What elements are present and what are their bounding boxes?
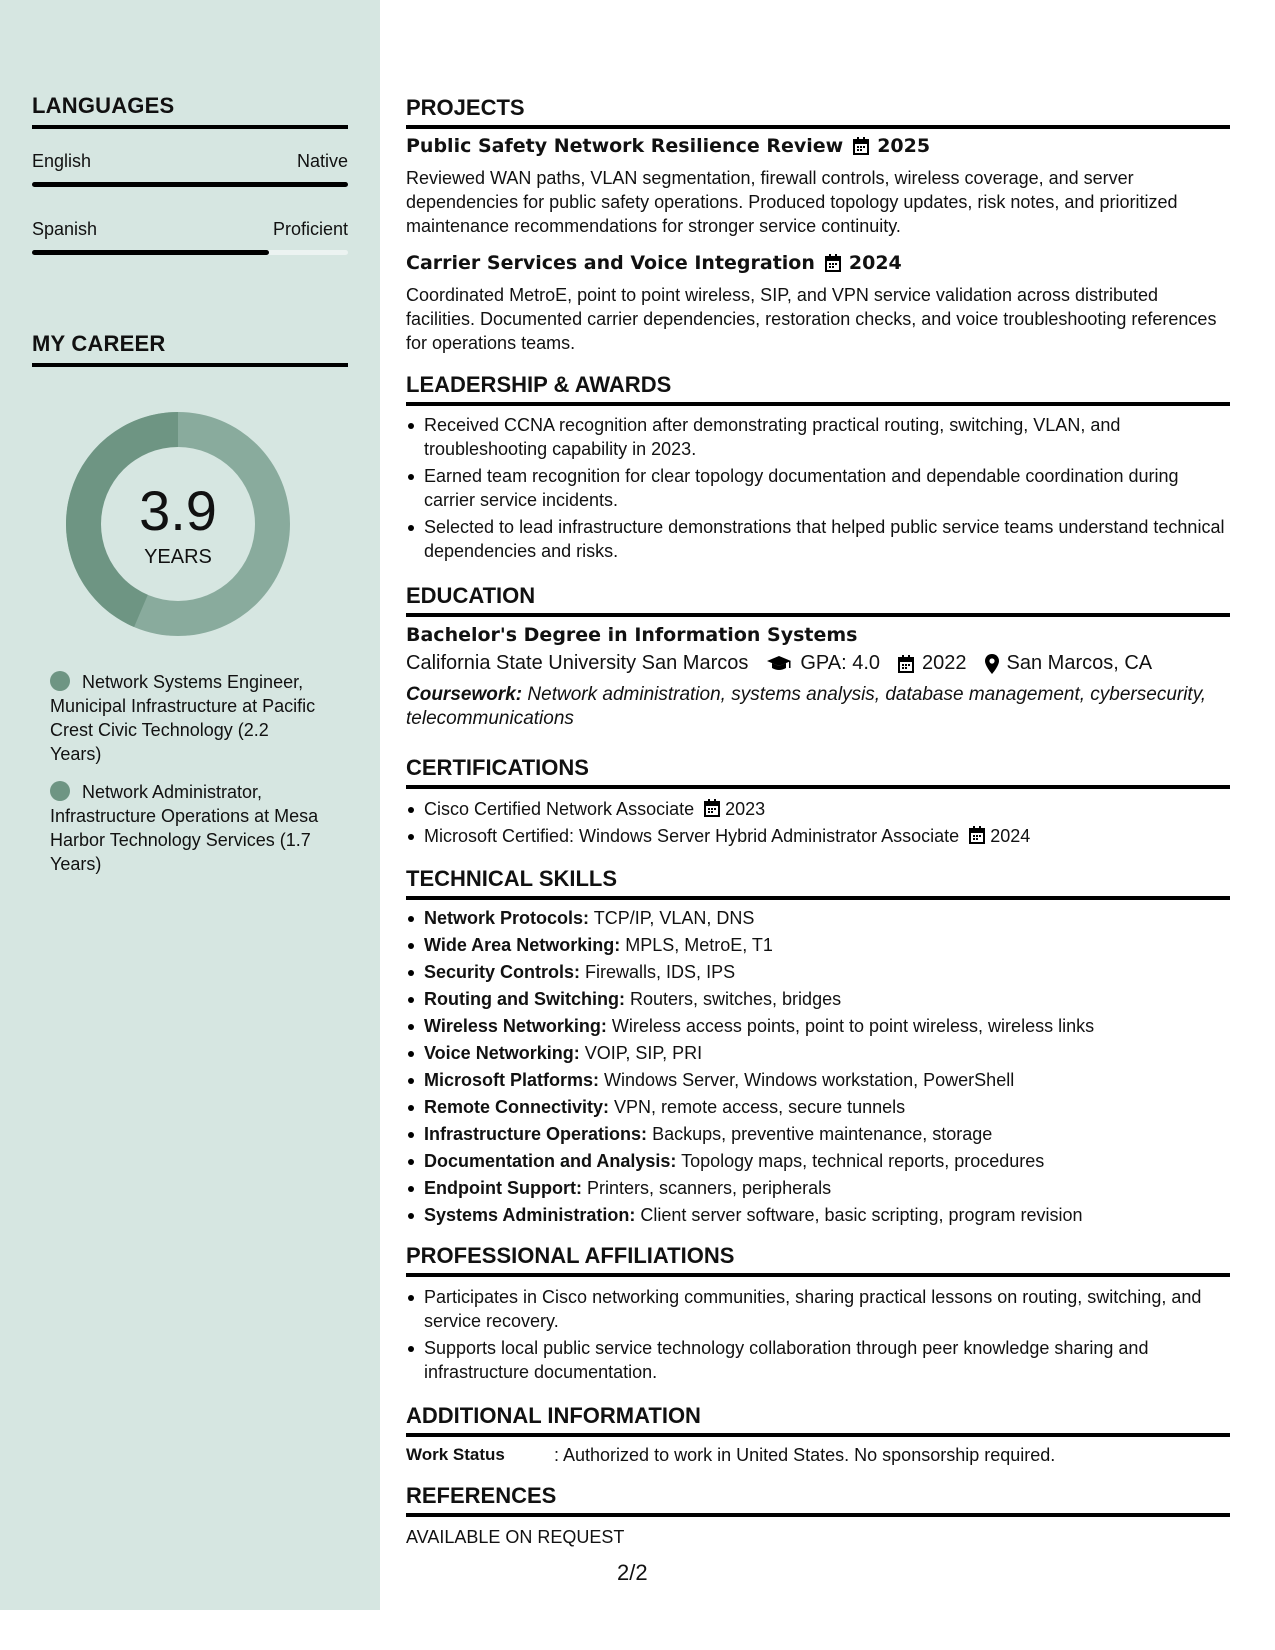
school-name: California State University San Marcos	[406, 652, 749, 674]
skill-label: Routing and Switching:	[424, 989, 625, 1009]
skill-value: MPLS, MetroE, T1	[625, 935, 773, 955]
languages-title: LANGUAGES	[32, 93, 348, 129]
language-level: Proficient	[272, 219, 348, 239]
project-description: Reviewed WAN paths, VLAN segmentation, firewall controls, wireless coverage, and server dependencies for public safety operations. Produced topology updates, risk notes, and prioritized maintenance recommendations for stronger service continuity.	[406, 168, 1178, 236]
certifications-title: CERTIFICATIONS	[406, 755, 1230, 789]
skill-label: Microsoft Platforms:	[424, 1070, 600, 1090]
project-year: 2024	[848, 252, 902, 274]
skill-item	[406, 1149, 1230, 1173]
skill-value: Printers, scanners, peripherals	[586, 1178, 832, 1198]
degree-title: Bachelor's Degree in Information Systems	[406, 624, 858, 646]
skill-value: Client server software, basic scripting, program revision	[640, 1205, 1083, 1225]
cert-name: Microsoft Certified: Windows Server Hybrid Administrator Associate	[424, 826, 960, 846]
work-status	[406, 1443, 1230, 1467]
language-bar-english	[32, 182, 348, 187]
skill-item	[406, 960, 1230, 984]
cert-year: 2024	[990, 826, 1031, 846]
project-name: Public Safety Network Resilience Review	[406, 135, 844, 157]
skill-item	[406, 1041, 1230, 1065]
skill-value: VOIP, SIP, PRI	[584, 1043, 703, 1063]
education-title: EDUCATION	[406, 583, 1230, 617]
cert-name: Cisco Certified Network Associate	[424, 799, 695, 819]
career-item	[50, 670, 320, 766]
additional-info-title: ADDITIONAL INFORMATION	[406, 1403, 1230, 1437]
project-description: Coordinated MetroE, point to point wireless, SIP, and VPN service validation across distributed facilities. Documented carrier dependencies, restoration checks, and voice troubleshooting references for operations teams.	[406, 285, 1217, 353]
location-pin-icon	[985, 654, 999, 674]
calendar-icon	[704, 799, 720, 817]
language-row-english	[32, 151, 348, 172]
language-name: English	[32, 151, 92, 171]
skill-label: Documentation and Analysis:	[424, 1151, 677, 1171]
skill-label: Remote Connectivity:	[424, 1097, 610, 1117]
list-item: Supports local public service technology collaboration through peer knowledge sharing and infrastructure documentation.	[406, 1336, 1230, 1384]
projects-title: PROJECTS	[406, 95, 1230, 129]
skill-item	[406, 1068, 1230, 1092]
skills-list	[406, 906, 1230, 1230]
project-title	[406, 135, 930, 157]
skill-item	[406, 906, 1230, 930]
career-text: Network Systems Engineer, Municipal Infrastructure at Pacific Crest Civic Technology (2.2 Years)	[50, 672, 316, 764]
career-item	[50, 780, 320, 876]
page-number: 2/2	[617, 1560, 648, 1585]
coursework-text: Network administration, systems analysis, database management, cybersecurity, telecommunications	[406, 684, 1207, 729]
career-text: Network Administrator, Infrastructure Operations at Mesa Harbor Technology Services (1.7 Years)	[50, 782, 319, 874]
skill-label: Network Protocols:	[424, 908, 590, 928]
language-row-spanish	[32, 219, 348, 240]
work-status-label: Work Status	[406, 1445, 505, 1464]
skills-title: TECHNICAL SKILLS	[406, 866, 1230, 900]
skill-item	[406, 1203, 1230, 1227]
list-item: Received CCNA recognition after demonstrating practical routing, switching, VLAN, and troubleshooting capability in 2023.	[406, 413, 1230, 461]
references-text: AVAILABLE ON REQUEST	[406, 1527, 625, 1547]
skill-value: Windows Server, Windows workstation, PowerShell	[604, 1070, 1015, 1090]
list-item: Earned team recognition for clear topology documentation and dependable coordination during carrier service incidents.	[406, 464, 1230, 512]
career-dot	[50, 781, 70, 801]
skill-value: Wireless access points, point to point wireless, wireless links	[611, 1016, 1095, 1036]
career-dot	[50, 671, 70, 691]
skill-label: Voice Networking:	[424, 1043, 580, 1063]
coursework-label: Coursework:	[406, 684, 523, 705]
certifications-list	[406, 797, 1230, 851]
skill-value: Backups, preventive maintenance, storage	[652, 1124, 993, 1144]
skill-label: Security Controls:	[424, 962, 581, 982]
skill-item	[406, 1095, 1230, 1119]
career-unit: YEARS	[144, 546, 212, 568]
leadership-list	[406, 413, 1230, 566]
graduation-year: 2022	[922, 652, 967, 674]
gpa: GPA: 4.0	[800, 652, 881, 674]
list-item: Selected to lead infrastructure demonstrations that helped public service teams understand technical dependencies and risks.	[406, 515, 1230, 563]
skill-value: Firewalls, IDS, IPS	[585, 962, 736, 982]
skill-item	[406, 1176, 1230, 1200]
career-title: MY CAREER	[32, 331, 348, 367]
references-title: REFERENCES	[406, 1483, 1230, 1517]
calendar-icon	[825, 254, 841, 272]
skill-label: Wireless Networking:	[424, 1016, 607, 1036]
skill-label: Infrastructure Operations:	[424, 1124, 648, 1144]
language-bar-fill	[32, 250, 269, 255]
skill-value: Routers, switches, bridges	[630, 989, 842, 1009]
graduation-cap-icon	[766, 655, 792, 673]
project-name: Carrier Services and Voice Integration	[406, 252, 815, 274]
language-bar-fill	[32, 182, 348, 187]
list-item	[406, 824, 1230, 848]
skill-value: VPN, remote access, secure tunnels	[614, 1097, 906, 1117]
language-name: Spanish	[32, 219, 98, 239]
skill-label: Systems Administration:	[424, 1205, 636, 1225]
list-item: Participates in Cisco networking communities, sharing practical lessons on routing, switching, and service recovery.	[406, 1285, 1230, 1333]
calendar-icon	[969, 826, 985, 844]
coursework	[406, 683, 1230, 731]
language-bar-spanish	[32, 250, 348, 255]
work-status-value: : Authorized to work in United States. No sponsorship required.	[554, 1445, 1056, 1465]
cert-year: 2023	[725, 799, 766, 819]
school-location: San Marcos, CA	[1006, 652, 1153, 674]
list-item	[406, 797, 1230, 821]
skill-value: Topology maps, technical reports, procedures	[681, 1151, 1045, 1171]
calendar-icon	[898, 655, 914, 673]
career-total: 3.9	[139, 479, 217, 542]
calendar-icon	[853, 137, 869, 155]
education-details	[406, 652, 1152, 675]
language-level: Native	[296, 151, 348, 171]
project-year: 2025	[877, 135, 931, 157]
affiliations-list	[406, 1285, 1230, 1387]
skill-item	[406, 1122, 1230, 1146]
leadership-title: LEADERSHIP & AWARDS	[406, 372, 1230, 406]
affiliations-title: PROFESSIONAL AFFILIATIONS	[406, 1243, 1230, 1277]
skill-item	[406, 1014, 1230, 1038]
skill-value: TCP/IP, VLAN, DNS	[593, 908, 755, 928]
skill-item	[406, 933, 1230, 957]
skill-item	[406, 987, 1230, 1011]
project-title	[406, 252, 902, 274]
skill-label: Endpoint Support:	[424, 1178, 582, 1198]
skill-label: Wide Area Networking:	[424, 935, 621, 955]
